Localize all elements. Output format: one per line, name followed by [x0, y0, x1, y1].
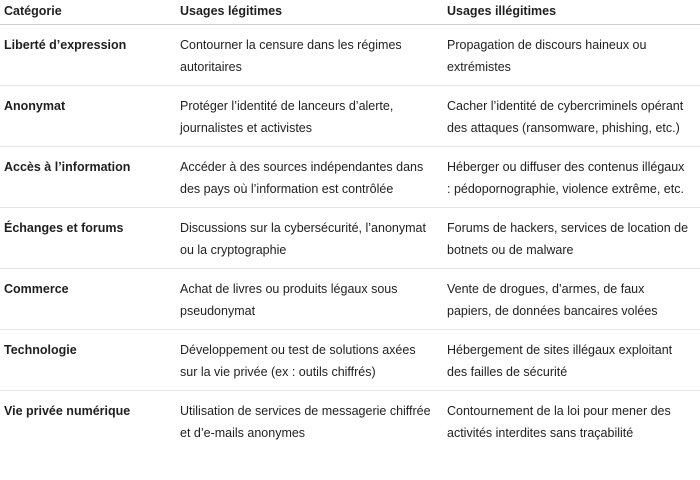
table-row: [0, 391, 700, 452]
table-row: [0, 25, 700, 86]
row-illegitimate-use: Propagation de discours haineux ou extrémistes: [443, 25, 700, 86]
table-row: [0, 86, 700, 147]
header-illegitimate-label: Usages illégitimes: [447, 4, 557, 18]
header-legitimate-label: Usages légitimes: [180, 4, 283, 18]
table-row: [0, 330, 700, 391]
row-legitimate-use: Accéder à des sources indépendantes dans des pays où l’information est contrôlée: [176, 147, 443, 208]
header-category-label: Catégorie: [4, 4, 62, 18]
table-row: [0, 147, 700, 208]
table-row: [0, 269, 700, 330]
header-row: [0, 0, 700, 25]
row-legitimate-use: Contourner la censure dans les régimes autoritaires: [176, 25, 443, 86]
header-legitimate: [176, 0, 443, 25]
header-illegitimate: [443, 0, 700, 25]
row-legitimate-use: Achat de livres ou produits légaux sous pseudonymat: [176, 269, 443, 330]
table-header: [0, 0, 700, 25]
row-legitimate-use: Protéger l’identité de lanceurs d’alerte, journalistes et activistes: [176, 86, 443, 147]
header-category: [0, 0, 176, 25]
row-category: Échanges et forums: [0, 208, 176, 269]
row-illegitimate-use: Hébergement de sites illégaux exploitant des failles de sécurité: [443, 330, 700, 391]
row-category: Anonymat: [0, 86, 176, 147]
row-illegitimate-use: Contournement de la loi pour mener des activités interdites sans traçabilité: [447, 404, 671, 440]
row-legitimate-use: Développement ou test de solutions axées sur la vie privée (ex : outils chiffrés): [176, 330, 443, 391]
row-legitimate-use: Utilisation de services de messagerie chiffrée et d’e-mails anonymes: [180, 404, 431, 440]
row-legitimate-use: Discussions sur la cybersécurité, l’anonymat ou la cryptographie: [176, 208, 443, 269]
table-row: [0, 208, 700, 269]
table-body: [0, 25, 700, 452]
row-category: Commerce: [0, 269, 176, 330]
row-illegitimate-use: Héberger ou diffuser des contenus illégaux : pédopornographie, violence extrême, etc.: [443, 147, 700, 208]
row-category: Accès à l’information: [0, 147, 176, 208]
row-illegitimate-use: Vente de drogues, d’armes, de faux papiers, de données bancaires volées: [443, 269, 700, 330]
row-category: Liberté d’expression: [0, 25, 176, 86]
row-category: Technologie: [0, 330, 176, 391]
row-illegitimate-use: Cacher l’identité de cybercriminels opérant des attaques (ransomware, phishing, etc.): [443, 86, 700, 147]
row-category: Vie privée numérique: [4, 404, 131, 418]
row-illegitimate-use: Forums de hackers, services de location de botnets ou de malware: [443, 208, 700, 269]
